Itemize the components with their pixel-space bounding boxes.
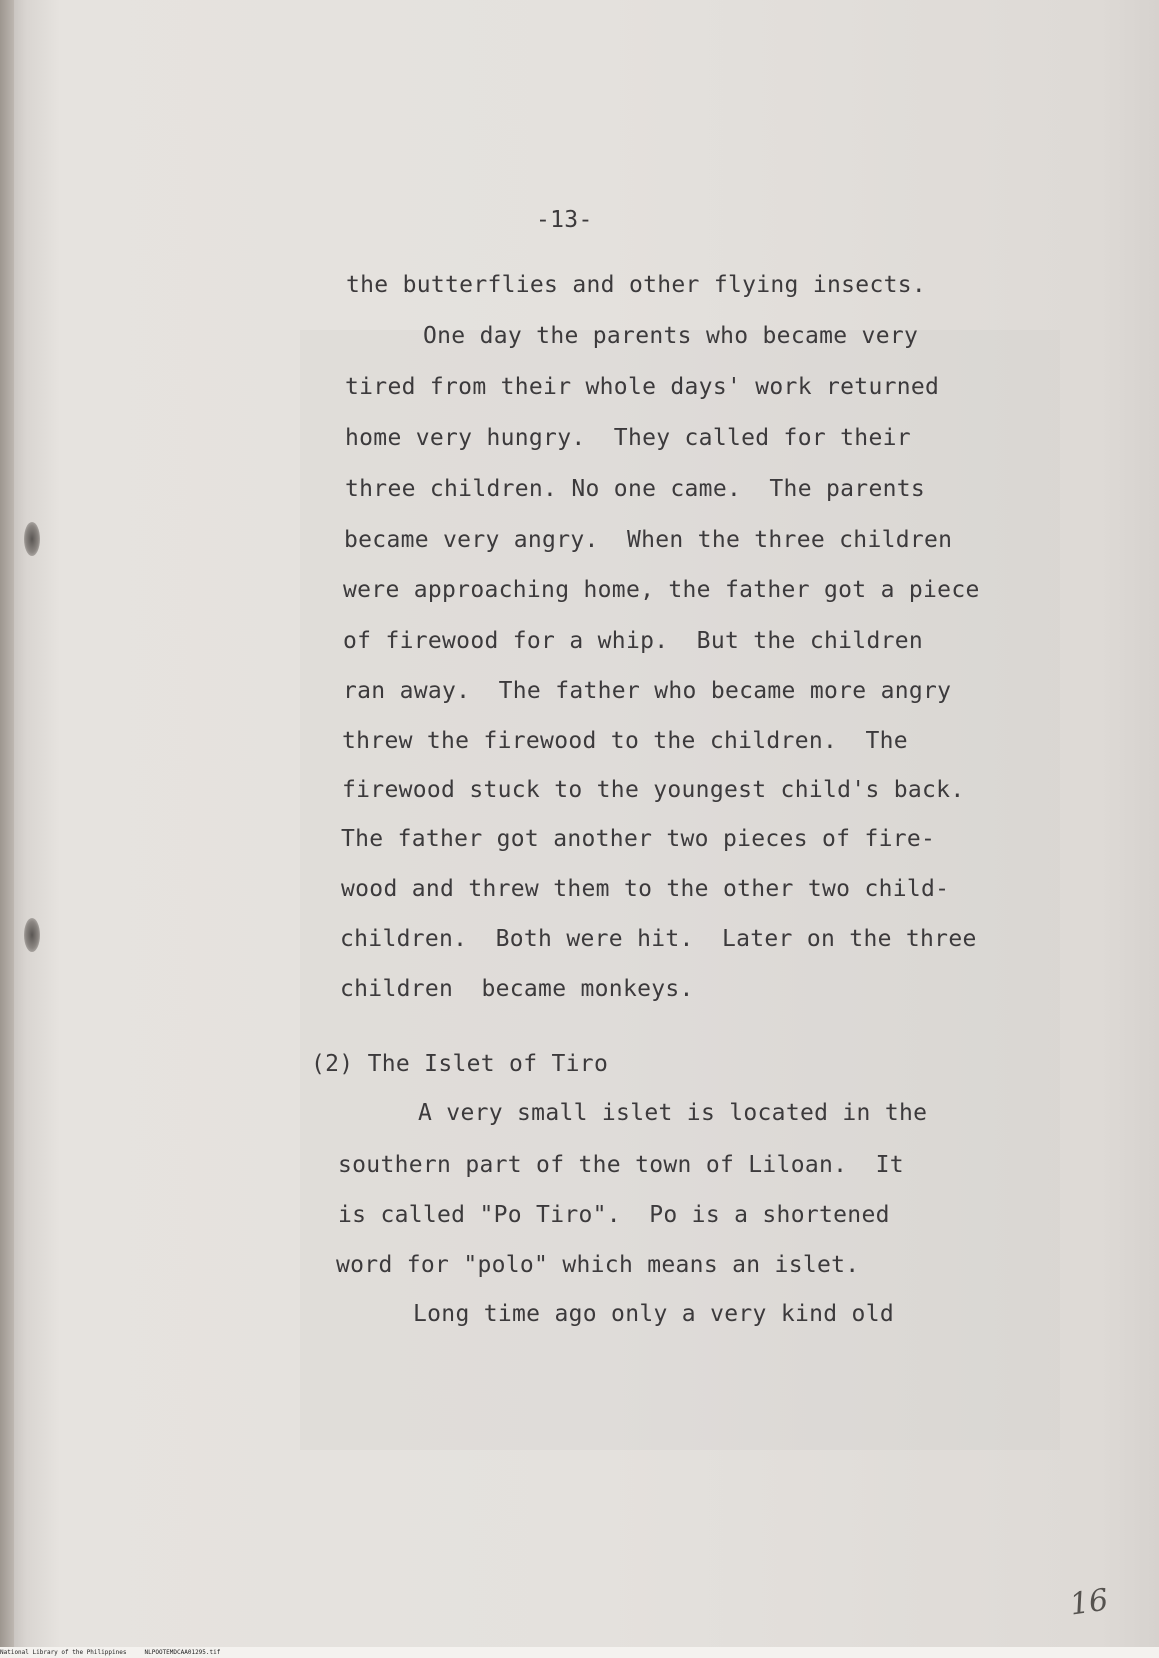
punch-hole xyxy=(24,522,40,556)
text-line: became very angry. When the three children xyxy=(344,527,953,553)
text-line: southern part of the town of Liloan. It xyxy=(338,1152,904,1178)
text-line: Long time ago only a very kind old xyxy=(413,1301,895,1327)
punch-hole xyxy=(24,918,40,952)
page-number: -13- xyxy=(536,207,593,233)
text-line: children became monkeys. xyxy=(340,976,694,1002)
text-line: of firewood for a whip. But the children xyxy=(343,628,924,654)
text-line: children. Both were hit. Later on the three xyxy=(340,926,977,952)
text-line: firewood stuck to the youngest child's back. xyxy=(342,777,965,803)
archive-footer: National Library of the Philippines NLPOOTEMDCAA01295.tif xyxy=(0,1647,1159,1658)
text-line: tired from their whole days' work returned xyxy=(345,374,940,400)
text-line: One day the parents who became very xyxy=(423,323,919,349)
text-line: three children. No one came. The parents xyxy=(345,476,926,502)
text-line: is called "Po Tiro". Po is a shortened xyxy=(338,1202,890,1228)
text-line: word for "polo" which means an islet. xyxy=(336,1252,860,1278)
text-line: were approaching home, the father got a piece xyxy=(343,577,980,603)
text-line: The father got another two pieces of fire- xyxy=(341,826,936,852)
text-line: the butterflies and other flying insects. xyxy=(346,272,927,298)
text-line: A very small islet is located in the xyxy=(418,1100,928,1126)
handwritten-page-mark: 16 xyxy=(1067,1582,1111,1623)
text-line: home very hungry. They called for their xyxy=(345,425,911,451)
section-heading: (2) The Islet of Tiro xyxy=(311,1051,609,1077)
text-line: ran away. The father who became more angry xyxy=(343,678,952,704)
text-line: wood and threw them to the other two child- xyxy=(341,876,950,902)
binding-edge xyxy=(0,0,14,1658)
text-line: threw the firewood to the children. The xyxy=(342,728,908,754)
